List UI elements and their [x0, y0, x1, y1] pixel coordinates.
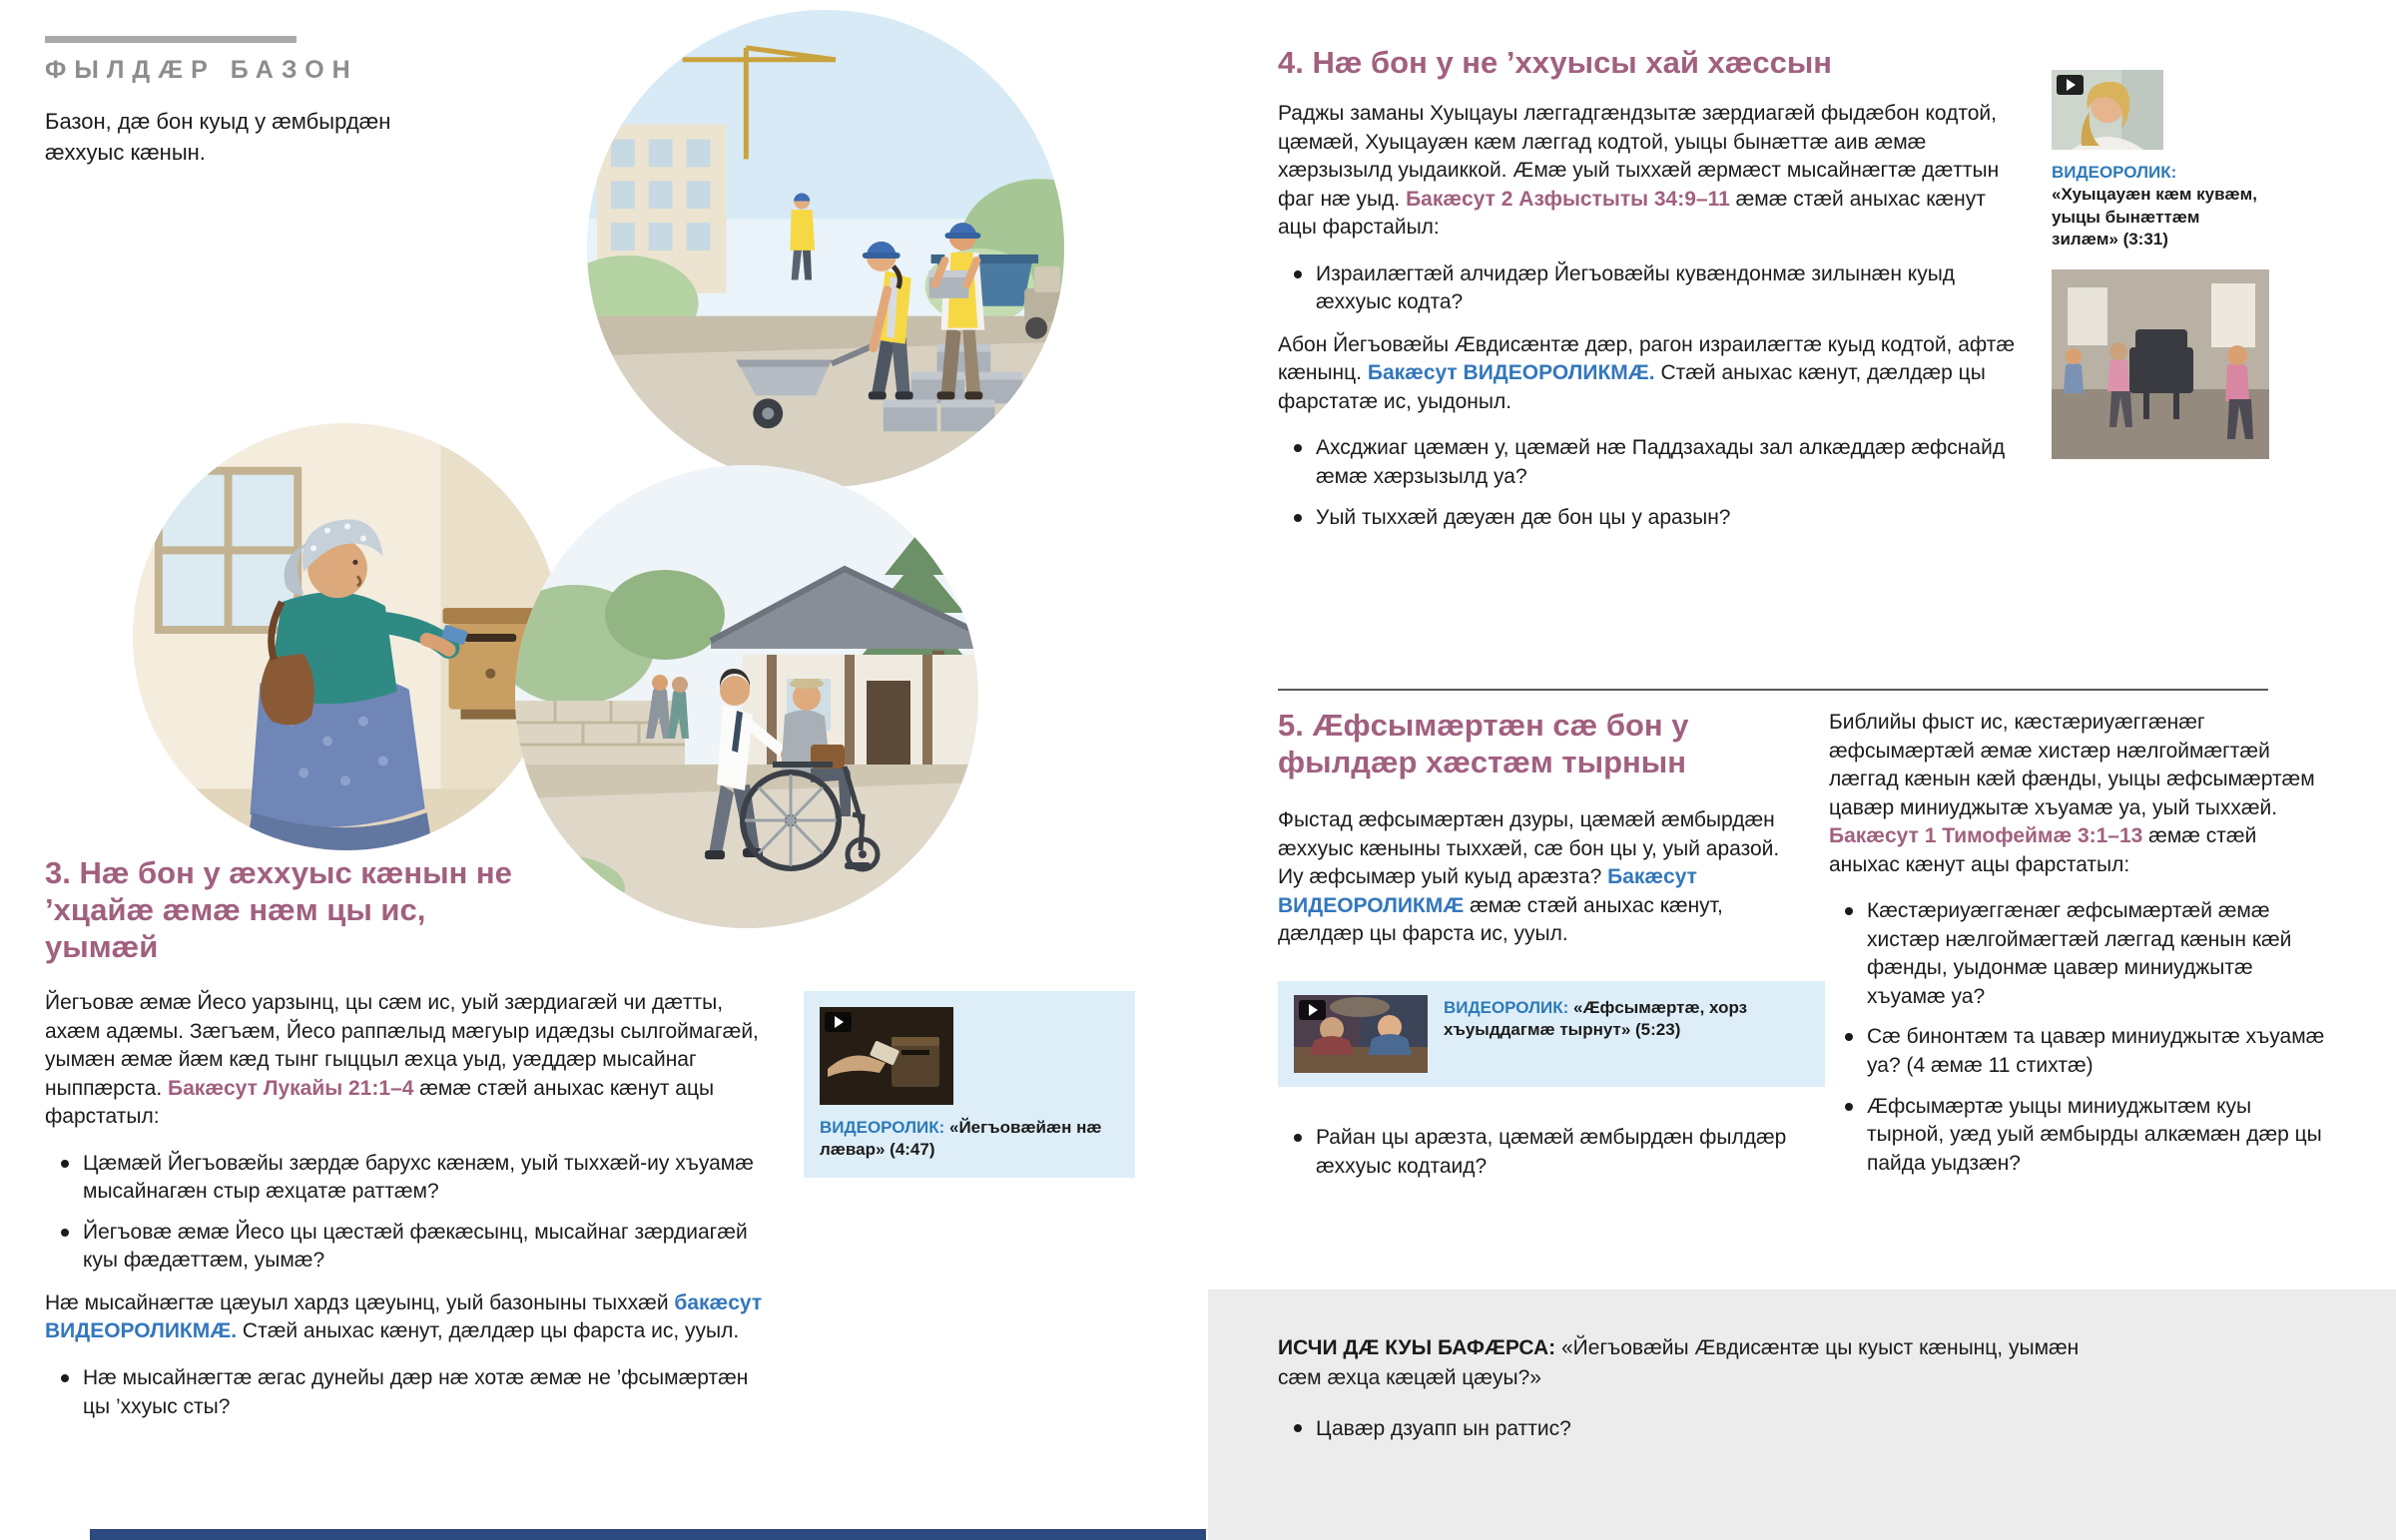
if-someone-asks-box: [1208, 1289, 2396, 1540]
bullet-text: Ахсджиаг цæмæн у, цæмæй нæ Паддзахады зал алкæддæр æфснайд æмæ хæрзызылд уа?: [1316, 436, 2006, 489]
bullet-dot: [61, 1160, 69, 1168]
video-label: ВИДЕОРОЛИК:: [1444, 998, 1569, 1017]
bullet-dot: [61, 1229, 69, 1237]
bullet-dot: [1294, 1134, 1302, 1142]
video-title: «Йегъовæйæн нæ лæвар» (4:47): [820, 1118, 1102, 1160]
video-link[interactable]: Бакæсут ВИДЕОРОЛИКМÆ.: [1367, 361, 1655, 385]
discussion-question: [61, 1219, 774, 1276]
video-link[interactable]: бакæсут ВИДЕОРОЛИКМÆ.: [45, 1290, 763, 1343]
paragraph: [1278, 331, 2019, 417]
bullet-dot: [1294, 1424, 1302, 1432]
discussion-question: [61, 1150, 774, 1207]
video-box-reaching-out: [1278, 981, 1825, 1087]
bullet-text: Цæмæй Йегъовæйы зæрдæ барухс кæнæм, уый тыххæй-иу хъуамæ мысайнагæн стыр æхцатæ раттæм?: [83, 1151, 754, 1204]
scripture-link[interactable]: Бакæсут Лукайы 21:1–4: [168, 1076, 414, 1100]
paragraph-text: Фыстад æфсымæртæн дзуры, цæмæй æмбырдæн æххуыс кæныны тыххæй, сæ бон цы у, уый аразой. Иу æфсымæр уый куыд арæзта?: [1278, 808, 1780, 889]
bullet-text: Цавæр дзуапп ын раттис?: [1316, 1416, 1571, 1440]
video-caption[interactable]: [820, 1117, 1119, 1162]
section-5-left-question: [1278, 1124, 1797, 1193]
bullet-dot: [1845, 1103, 1853, 1111]
video-box-donation: [804, 991, 1135, 1178]
video-link[interactable]: Бакæсут ВИДЕОРОЛИКМÆ: [1278, 865, 1697, 917]
paragraph-text: æмæ стæй аныхас кæнут ацы фарстатыл:: [1829, 824, 2257, 876]
video-title: «Хуыцауæн кæм кувæм, уыцы бынæттæм зилæм» (3:31): [2052, 185, 2257, 250]
discussion-question: [1845, 1023, 2328, 1080]
illustration-wheelchair-help: [515, 465, 978, 928]
section-4-sidebar: [2052, 70, 2269, 459]
video-caption[interactable]: [1444, 997, 1809, 1042]
bullet-text: Йегъовæ æмæ Йесо цы цæстæй фæкæсынц, мысайнаг зæрдиагæй куы фæдæттæм, уымæ?: [83, 1220, 748, 1273]
section-5-heading: 5. Æфсымæртæн сæ бон у фылдæр хæстæм тырнын: [1278, 708, 1689, 780]
kicker-rule: [45, 36, 297, 43]
ask-lead: [1278, 1333, 2096, 1394]
paragraph-text: Абон Йегъовæйы Æвдисæнтæ дæр, рагон израилæгтæ куыд кодтой, афтæ кæнынц.: [1278, 332, 2016, 385]
illustration-construction-site: [587, 10, 1064, 487]
section-divider: [1278, 689, 2268, 691]
paragraph: [1278, 806, 1793, 949]
paragraph-text: Нæ мысайнæгтæ цæуыл хардз цæуынц, уый базоныны тыххæй: [45, 1290, 675, 1314]
section-3-body: [45, 989, 774, 1433]
discussion-question: [1294, 434, 2019, 491]
video-label: ВИДЕОРОЛИК:: [820, 1118, 945, 1137]
bullet-dot: [1294, 514, 1302, 522]
section-4-heading: 4. Нæ бон у не ’ххуысы хай хæссын: [1278, 45, 1833, 80]
bullet-text: Нæ мысайнæгтæ æгас дунейы дæр нæ хотæ æмæ не ’фсымæртæн цы ’ххуыс сты?: [83, 1366, 749, 1418]
discussion-question: [61, 1364, 774, 1421]
bullet-text: Райан цы арæзта, цæмæй æмбырдæн фылдæр æххуыс кодтаид?: [1316, 1126, 1787, 1178]
discussion-question: [1294, 260, 2019, 317]
video-thumbnail-worship-places[interactable]: [2052, 70, 2163, 150]
section-4-body: [1278, 100, 2019, 544]
paragraph-text: æмæ стæй аныхас кæнут ацы фарстайыл:: [1278, 187, 1986, 240]
paragraph-text: Библийы фыст ис, кæстæриуæггæнæг æфсымæртæй æмæ хистæр нæлгоймæгтæй лæггад кæнын кæй фæнды, уыцы æфсымæртæм цавæр миниуджытæ хъуамæ уа, уый тыххæй.: [1829, 711, 2315, 819]
paragraph-text: Йегъовæ æмæ Йесо уарзынц, цы сæм ис, уый зæрдиагæй чи дæтты, ахæм адæмы. Зæгъæм, Йесо раппæлыд мæгуыр идæдзы сылгоймагæй, уымæн æмæ йæм кæд тынг гыццыл æхца уыд, уæддæр мысайнаг ныппæрста.: [45, 991, 759, 1100]
bullet-dot: [61, 1374, 69, 1382]
bullet-dot: [1294, 270, 1302, 278]
bullet-text: Сæ бинонтæм та цавæр миниуджытæ хъуамæ уа? (4 æмæ 11 стихтæ): [1867, 1025, 2325, 1078]
bullet-text: Израилæгтæй алчидæр Йегъовæйы кувæндонмæ зилынæн куыд æххуыс кодта?: [1316, 261, 1956, 314]
intro-text: Базон, дæ бон куыд у æмбырдæн æххуыс кæнын.: [45, 109, 391, 166]
illustration-contribution-box: [133, 423, 560, 850]
paragraph-text: æмæ стæй аныхас кæнут ацы фарстатыл:: [45, 1076, 715, 1129]
video-title: «Æфсымæртæ, хорз хъуыддагмæ тырнут» (5:23): [1444, 998, 1748, 1040]
paragraph-text: æмæ стæй аныхас кæнут, дæлдæр цы фарста ис, ууыл.: [1278, 893, 1723, 946]
footer-accent-bar: [90, 1529, 1206, 1540]
paragraph: [45, 1289, 774, 1346]
paragraph: [1829, 709, 2328, 879]
scripture-link[interactable]: Бакæсут 2 Азфыстыты 34:9–11: [1406, 187, 1730, 211]
play-icon: [1299, 1000, 1326, 1020]
paragraph-text: Стæй аныхас кæнут, дæлдæр цы фарста ис, ууыл.: [237, 1319, 740, 1343]
play-icon: [825, 1012, 852, 1032]
paragraph: [45, 989, 774, 1132]
bullet-dot: [1845, 1033, 1853, 1041]
scripture-link[interactable]: Бакæсут 1 Тимофеймæ 3:1–13: [1829, 824, 2143, 848]
discussion-question: [1294, 1124, 1797, 1181]
bullet-text: Æфсымæртæ уыцы миниуджытæм куы тырной, уæд уый æмбырды алкæмæн дæр цы пайда уыдзæн?: [1867, 1094, 2322, 1175]
photo-kingdom-hall-cleaning: [2052, 269, 2269, 459]
section-3-heading: 3. Нæ бон у æххуыс кæнын не ’хцайæ æмæ нæм цы ис, уымæй: [45, 855, 512, 965]
video-thumbnail-reaching-out[interactable]: [1294, 995, 1428, 1073]
ask-lead-label: ИСЧИ ДÆ КУЫ БАФÆРСА:: [1278, 1336, 1556, 1359]
discussion-question: [1845, 897, 2328, 1011]
video-label: ВИДЕОРОЛИК:: [2052, 163, 2177, 182]
video-caption[interactable]: [2052, 162, 2269, 252]
ask-question: «Йегъовæйы Æвдисæнтæ цы куыст кæнынц, уымæн сæм æхца кæцæй цæуы?»: [1278, 1336, 2080, 1390]
section-5-left-column: [1278, 806, 1793, 967]
video-thumbnail-donation[interactable]: [820, 1007, 953, 1105]
kicker-title: ФЫЛДÆР БАЗОН: [45, 56, 358, 84]
discussion-question: [1294, 1414, 2306, 1444]
bullet-text: Кæстæриуæггæнæг æфсымæртæй æмæ хистæр нæлгоймæгтæй лæггад кæнын кæй фæнды, уыдонмæ цавæр миниуджытæ хъуамæ уа?: [1867, 899, 2292, 1008]
bullet-dot: [1845, 907, 1853, 915]
paragraph-text: Стæй аныхас кæнут, дæлдæр цы фарстатæ ис, уыдоныл.: [1278, 361, 1986, 413]
bullet-text: Уый тыххæй дæуæн дæ бон цы у аразын?: [1316, 505, 1731, 529]
paragraph-text: Раджы заманы Хуыцауы лæггадгæндзытæ зæрдиагæй фыдæбон кодтой, цæмæй, Хуыцауæн кæм лæггад кодтой, уыцы бынæттæ аив æмæ хæрзызылд уыдаиккой. Æмæ уый тыххæй æрмæст мысайнæгтæ дæттын фаг нæ уыд.: [1278, 102, 2000, 211]
discussion-question: [1845, 1093, 2328, 1179]
section-5-right-column: [1829, 709, 2328, 1190]
bullet-dot: [1294, 444, 1302, 452]
discussion-question: [1294, 504, 2019, 533]
paragraph: [1278, 100, 2019, 243]
